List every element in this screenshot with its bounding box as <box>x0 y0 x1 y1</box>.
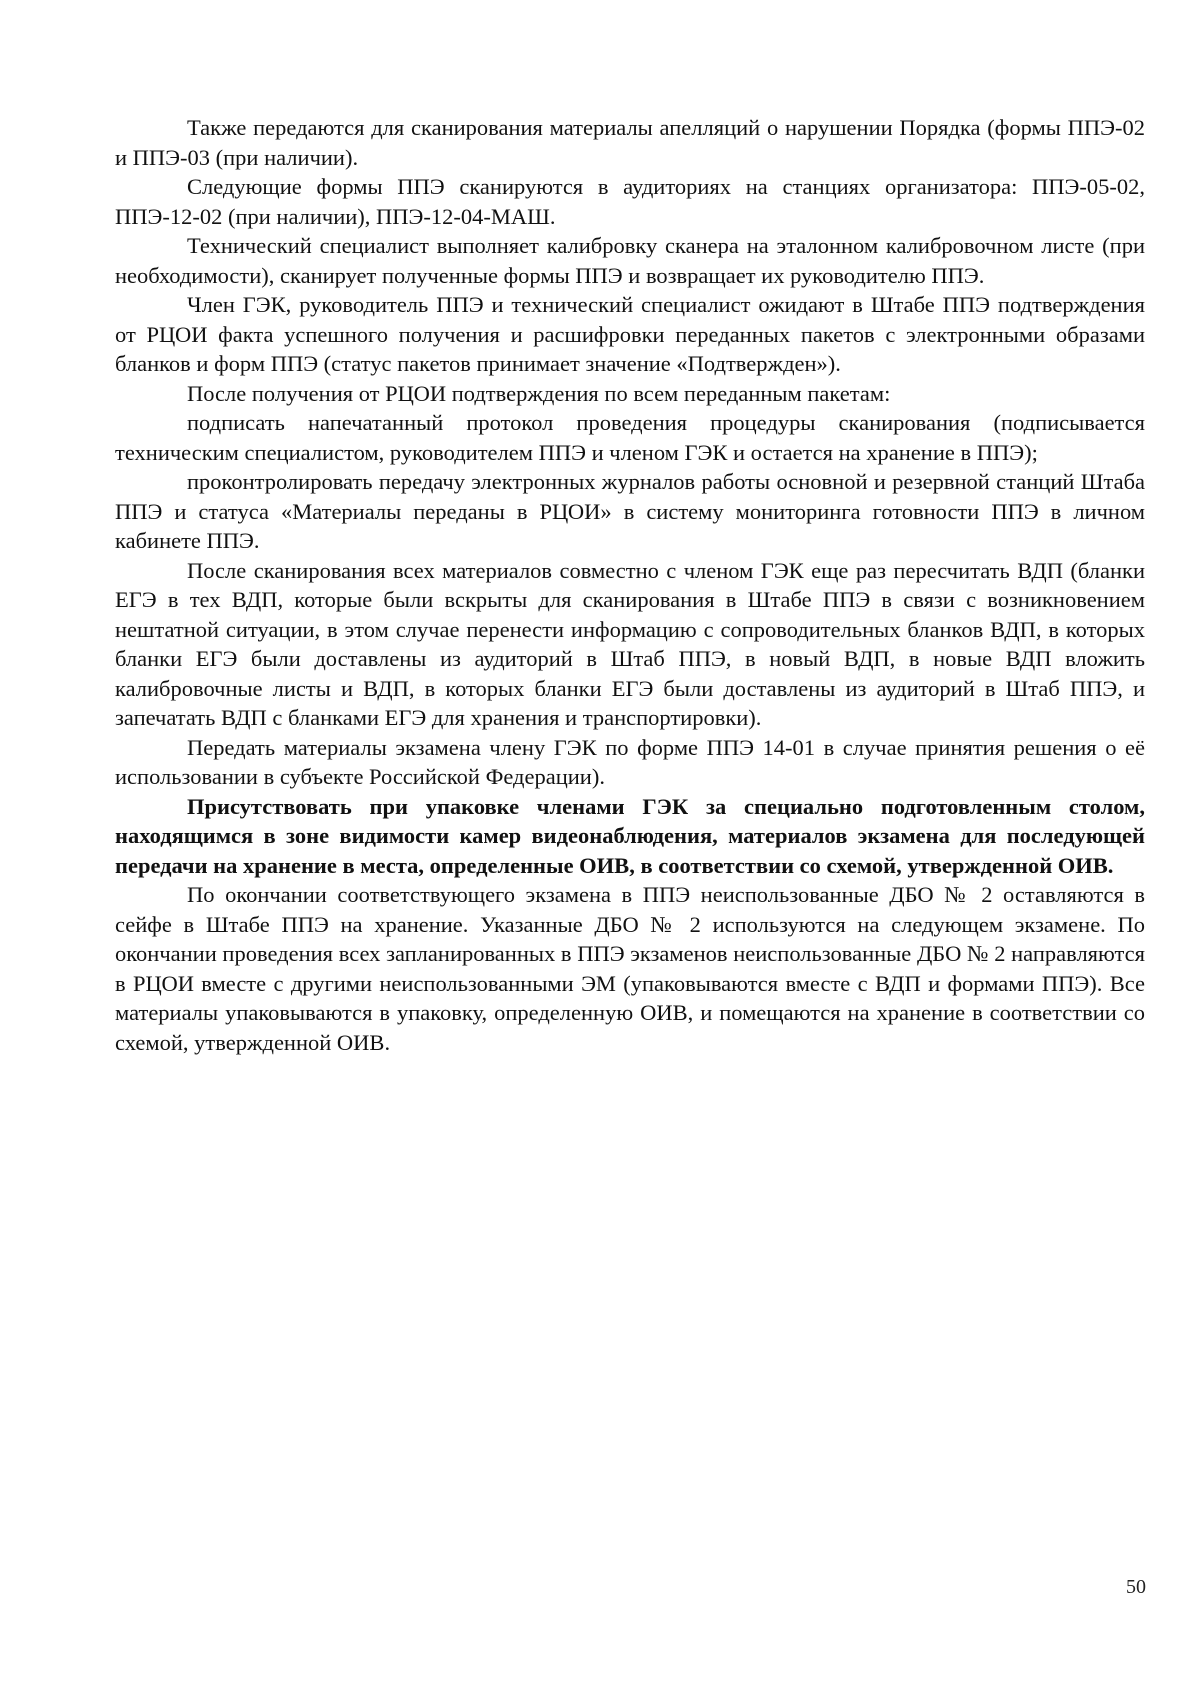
paragraph-sign-protocol: подписать напечатанный протокол проведения процедуры сканирования (подписывается техническим специалистом, руководителем ППЭ и членом ГЭК и остается на хранение в ППЭ); <box>115 410 1145 465</box>
paragraph-control-journal-transfer: проконтролировать передачу электронных журналов работы основной и резервной станций Штаба ППЭ и статуса «Материалы переданы в РЦОИ» в систему мониторинга готовности ППЭ в личном кабинете ППЭ. <box>115 469 1145 553</box>
document-body <box>115 113 1145 1057</box>
paragraph-forms-scanned-in-auditoriums: Следующие формы ППЭ сканируются в аудиториях на станциях организатора: ППЭ-05-02, ППЭ-12-02 (при наличии), ППЭ-12-04-МАШ. <box>115 174 1145 229</box>
paragraph-after-confirmation: После получения от РЦОИ подтверждения по всем переданным пакетам: <box>187 380 891 406</box>
paragraph-appeals-scanning: Также передаются для сканирования материалы апелляций о нарушении Порядка (формы ППЭ-02 и ППЭ-03 (при наличии). <box>115 115 1145 170</box>
paragraph-scanner-calibration: Технический специалист выполняет калибровку сканера на эталонном калибровочном листе (при необходимости), сканирует полученные формы ППЭ и возвращает их руководителю ППЭ. <box>115 233 1145 288</box>
paragraph-packaging-bold: Присутствовать при упаковке членами ГЭК за специально подготовленным столом, находящимся в зоне видимости камер видеонаблюдения, материалов экзамена для последующей передачи на хранение в места, определенные ОИВ, в соответствии со схемой, утвержденной ОИВ. <box>115 793 1145 878</box>
paragraph-hand-over-materials: Передать материалы экзамена члену ГЭК по форме ППЭ 14-01 в случае принятия решения о её использовании в субъекте Российской Федерации). <box>115 734 1145 789</box>
paragraph-awaiting-confirmation: Член ГЭК, руководитель ППЭ и технический специалист ожидают в Штабе ППЭ подтверждения от РЦОИ факта успешного получения и расшифровки переданных пакетов с электронными образами бланков и форм ППЭ (статус пакетов принимает значение «Подтвержден»). <box>115 292 1145 376</box>
paragraph-unused-dbo: По окончании соответствующего экзамена в ППЭ неиспользованные ДБО № 2 оставляются в сейфе в Штабе ППЭ на хранение. Указанные ДБО № 2 используются на следующем экзамене. По окончании проведения всех запланированных в ППЭ экзаменов неиспользованные ДБО № 2 направляются в РЦОИ вместе с другими неиспользованными ЭМ (упаковываются вместе с ВДП и формами ППЭ). Все материалы упаковываются в упаковку, определенную ОИВ, и помещаются на хранение в соответствии со схемой, утвержденной ОИВ. <box>115 882 1145 1055</box>
paragraph-recount-vdp: После сканирования всех материалов совместно с членом ГЭК еще раз пересчитать ВДП (бланки ЕГЭ в тех ВДП, которые были вскрыты для сканирования в Штабе ППЭ в связи с возникновением нештатной ситуации, в этом случае перенести информацию с сопроводительных бланков ВДП, в которых бланки ЕГЭ были доставлены из аудиторий в Штаб ППЭ, в новый ВДП, в новые ВДП вложить калибровочные листы и ВДП, в которых бланки ЕГЭ были доставлены из аудиторий в Штаб ППЭ, и запечатать ВДП с бланками ЕГЭ для хранения и транспортировки). <box>115 557 1145 730</box>
page-number: 50 <box>1126 1576 1146 1598</box>
